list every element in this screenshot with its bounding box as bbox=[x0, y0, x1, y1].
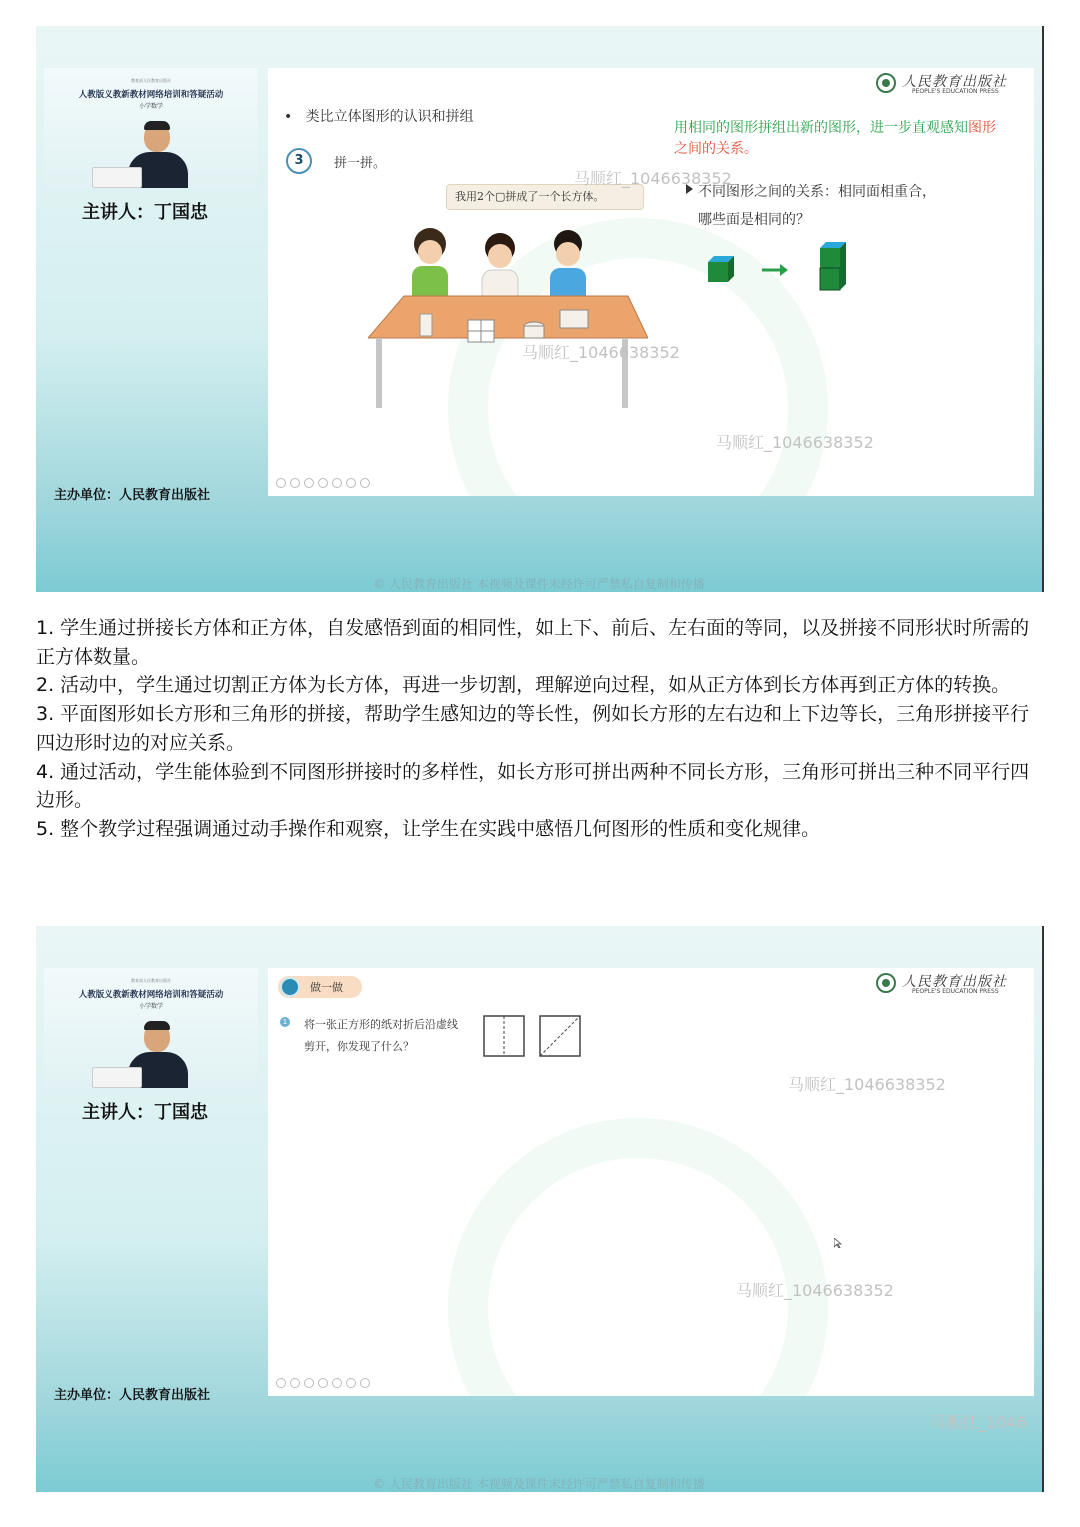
publisher-name-en: PEOPLE'S EDUCATION PRESS bbox=[912, 988, 999, 995]
video-frame-2 bbox=[36, 926, 1044, 1492]
control-icon[interactable] bbox=[318, 1378, 328, 1388]
speech-bubble: 我用2个▢拼成了一个长方体。 bbox=[446, 184, 644, 210]
watermark: 马顺红_1046638352 bbox=[736, 1281, 894, 1300]
host-label: 主办单位：人民教育出版社 bbox=[54, 488, 211, 503]
teaching-note: 用相同的图形拼组出新的图形，进一步直观感知图形之间的关系。 bbox=[674, 120, 996, 157]
event-subtitle: 小学数学 bbox=[138, 103, 163, 110]
cube-diagram bbox=[702, 236, 862, 306]
publisher-logo bbox=[876, 971, 1026, 997]
watermark: 马顺红_1046638352 bbox=[522, 343, 680, 362]
speaker-label: 主讲人：丁国忠 bbox=[82, 1102, 208, 1123]
control-icon[interactable] bbox=[290, 478, 300, 488]
presenter-video bbox=[44, 68, 258, 188]
event-title: 人教版义教新教材网络培训和答疑活动 bbox=[78, 990, 224, 1000]
watermark: 马顺红_1046 bbox=[930, 1413, 1027, 1432]
video-frame-1 bbox=[36, 26, 1044, 592]
publisher-logo bbox=[876, 71, 1026, 97]
slide-bullet: • 类比立体图形的认识和拼组 bbox=[284, 109, 474, 125]
summary-notes bbox=[36, 614, 1036, 844]
slide-2 bbox=[268, 968, 1034, 1396]
question-number: 1 bbox=[280, 1017, 290, 1027]
control-icon[interactable] bbox=[346, 1378, 356, 1388]
slide-1 bbox=[268, 68, 1034, 496]
publisher-emblem-icon bbox=[876, 73, 896, 93]
note-item: 2. 活动中，学生通过切割正方体为长方体，再进一步切割，理解逆向过程，如从正方体到长方体再到正方体的转换。 bbox=[36, 674, 1011, 697]
folded-paper-diagram bbox=[482, 1014, 582, 1058]
question-text: 不同图形之间的关系：相同面相重合， 哪些面是相同的？ bbox=[698, 184, 936, 228]
control-icon[interactable] bbox=[332, 478, 342, 488]
publisher-name-cn: 人民教育出版社 bbox=[902, 74, 1007, 90]
control-icon[interactable] bbox=[290, 1378, 300, 1388]
arrow-right-icon bbox=[762, 264, 788, 276]
laptop-icon bbox=[92, 1067, 142, 1088]
classroom-illustration bbox=[368, 216, 648, 416]
question-text: 将一张正方形的纸对折后沿虚线剪开，你发现了什么？ bbox=[304, 1018, 458, 1053]
control-icon[interactable] bbox=[360, 478, 370, 488]
copyright-notice: © 人民教育出版社 本视频及课件未经许可严禁私自复制和传播 bbox=[373, 1477, 705, 1491]
control-icon[interactable] bbox=[346, 478, 356, 488]
step-number-badge: 3 bbox=[286, 148, 312, 174]
publisher-name-en: PEOPLE'S EDUCATION PRESS bbox=[912, 88, 999, 95]
event-small-text: 教育部人民教育出版社 bbox=[131, 978, 171, 983]
player-controls[interactable] bbox=[276, 478, 370, 488]
player-controls[interactable] bbox=[276, 1378, 370, 1388]
exercise-tag: 做一做 bbox=[278, 976, 362, 998]
event-subtitle: 小学数学 bbox=[138, 1003, 163, 1010]
event-title: 人教版义教新教材网络培训和答疑活动 bbox=[78, 90, 224, 100]
note-item: 5. 整个教学过程强调通过动手操作和观察，让学生在实践中感悟几何图形的性质和变化规律。 bbox=[36, 817, 821, 840]
note-item: 3. 平面图形如长方形和三角形的拼接，帮助学生感知边的等长性，例如长方形的左右边和上下边等长，三角形拼接平行四边形时边的对应关系。 bbox=[36, 703, 1030, 754]
publisher-emblem-icon bbox=[876, 973, 896, 993]
publisher-name-cn: 人民教育出版社 bbox=[902, 974, 1007, 990]
note-item: 1. 学生通过拼接长方体和正方体，自发感悟到面的相同性，如上下、前后、左右面的等同，以及拼接不同形状时所需的正方体数量。 bbox=[36, 617, 1030, 668]
event-small-text: 教育部人民教育出版社 bbox=[131, 78, 171, 83]
control-icon[interactable] bbox=[276, 1378, 286, 1388]
watermark: 马顺红_1046638352 bbox=[788, 1075, 946, 1094]
speaker-label: 主讲人：丁国忠 bbox=[82, 202, 208, 223]
step-label: 拼一拼。 bbox=[334, 156, 387, 171]
stacked-cubes bbox=[820, 242, 846, 290]
control-icon[interactable] bbox=[304, 478, 314, 488]
watermark: 马顺红_1046638352 bbox=[574, 169, 732, 188]
control-icon[interactable] bbox=[318, 478, 328, 488]
host-label: 主办单位：人民教育出版社 bbox=[54, 1388, 211, 1403]
control-icon[interactable] bbox=[304, 1378, 314, 1388]
laptop-icon bbox=[92, 167, 142, 188]
exercise-icon bbox=[280, 977, 300, 997]
control-icon[interactable] bbox=[276, 478, 286, 488]
slide-background-emblem bbox=[448, 1118, 828, 1396]
control-icon[interactable] bbox=[360, 1378, 370, 1388]
single-cube bbox=[708, 256, 734, 282]
control-icon[interactable] bbox=[332, 1378, 342, 1388]
presenter-video bbox=[44, 968, 258, 1088]
copyright-notice: © 人民教育出版社 本视频及课件未经许可严禁私自复制和传播 bbox=[373, 577, 705, 591]
watermark: 马顺红_1046638352 bbox=[716, 433, 874, 452]
mouse-cursor-icon bbox=[834, 1238, 842, 1248]
note-item: 4. 通过活动，学生能体验到不同图形拼接时的多样性，如长方形可拼出两种不同长方形，三角形可拼出三种不同平行四边形。 bbox=[36, 760, 1030, 812]
